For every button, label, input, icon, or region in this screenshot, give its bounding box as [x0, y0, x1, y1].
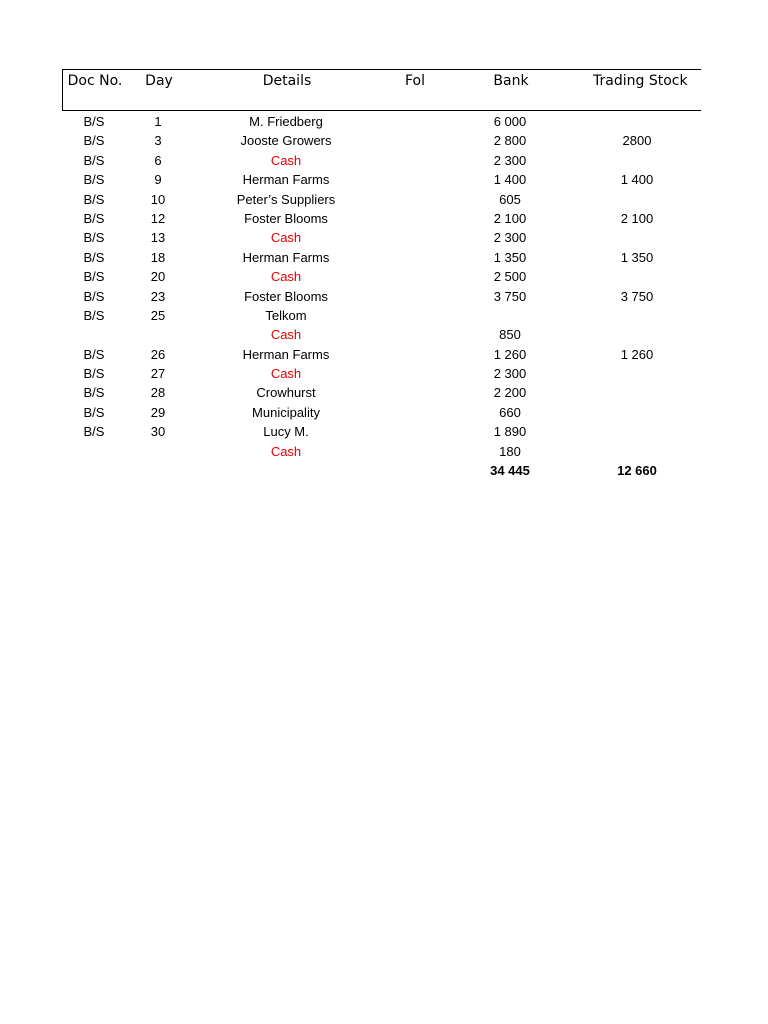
table-row	[62, 268, 701, 287]
bank-cell: 2 100	[493, 210, 527, 226]
bank-cell: 850	[499, 327, 521, 343]
bank-cell: 2 800	[493, 133, 527, 149]
bank-cell: 605	[499, 191, 521, 207]
doc-no-cell: B/S	[83, 385, 105, 401]
header-bank: Bank	[493, 73, 529, 89]
bank-cell: 6 000	[493, 114, 527, 129]
details-cell: Herman Farms	[242, 346, 330, 362]
bank-cell: 180	[499, 443, 521, 459]
day-cell: 26	[150, 346, 166, 362]
totals-row	[62, 462, 701, 481]
header-doc-no: Doc No.	[67, 73, 123, 89]
day-cell: 12	[150, 210, 166, 226]
table-row	[62, 132, 701, 151]
bank-cell: 2 200	[493, 385, 527, 401]
details-cell: Cash	[270, 327, 302, 343]
bank-cell: 3 750	[493, 288, 527, 304]
details-cell: Herman Farms	[242, 249, 330, 265]
day-cell: 23	[150, 288, 166, 304]
day-cell: 29	[150, 404, 166, 420]
doc-no-cell: B/S	[83, 288, 105, 304]
details-cell: Cash	[270, 269, 302, 285]
day-cell: 6	[154, 152, 162, 168]
details-cell: Herman Farms	[242, 172, 330, 188]
bank-cell: 660	[499, 404, 521, 420]
doc-no-cell: B/S	[83, 346, 105, 362]
day-cell: 30	[150, 424, 166, 440]
day-cell: 27	[150, 366, 166, 382]
table-row	[62, 171, 701, 190]
table-row	[62, 249, 701, 268]
doc-no-cell: B/S	[83, 249, 105, 265]
table-row	[62, 191, 701, 210]
details-cell: M. Friedberg	[249, 114, 323, 129]
table-row	[62, 288, 701, 307]
header-day: Day	[145, 73, 173, 89]
table-row	[62, 210, 701, 229]
table-row	[62, 113, 701, 132]
table-row	[62, 423, 701, 442]
day-cell: 20	[150, 269, 166, 285]
details-cell: Foster Blooms	[244, 210, 328, 226]
total-bank: 34 445	[490, 463, 530, 479]
doc-no-cell: B/S	[83, 404, 105, 420]
doc-no-cell: B/S	[83, 269, 105, 285]
header-details: Details	[262, 73, 312, 89]
trading-stock-cell: 1 260	[620, 346, 654, 362]
bank-cell: 1 350	[493, 249, 527, 265]
bank-cell: 2 300	[493, 152, 527, 168]
details-cell: Cash	[270, 230, 302, 246]
table-row	[62, 404, 701, 423]
journal-body	[62, 111, 701, 462]
details-cell: Lucy M.	[263, 424, 309, 440]
table-row	[62, 152, 701, 171]
doc-no-cell: B/S	[83, 424, 105, 440]
doc-no-cell: B/S	[83, 152, 105, 168]
details-cell: Crowhurst	[256, 385, 316, 401]
doc-no-cell: B/S	[83, 172, 105, 188]
bank-cell: 2 300	[493, 230, 527, 246]
total-trading-stock: 12 660	[617, 463, 657, 479]
details-cell: Peter’s Suppliers	[236, 191, 336, 207]
table-row	[62, 365, 701, 384]
cash-payments-journal	[62, 69, 701, 481]
header-trading-stock: Trading Stock	[593, 73, 688, 89]
day-cell: 10	[150, 191, 166, 207]
day-cell: 1	[154, 114, 162, 129]
bank-cell: 1 400	[493, 172, 527, 188]
doc-no-cell: B/S	[83, 307, 105, 323]
doc-no-cell: B/S	[83, 366, 105, 382]
day-cell: 25	[150, 307, 166, 323]
bank-cell: 2 300	[493, 366, 527, 382]
bank-cell: 2 500	[493, 269, 527, 285]
bank-cell: 1 890	[493, 424, 527, 440]
details-cell: Cash	[270, 366, 302, 382]
header-fol: Fol	[404, 73, 425, 89]
details-cell: Municipality	[252, 404, 320, 420]
header-row	[62, 69, 701, 111]
table-row	[62, 229, 701, 248]
details-cell: Cash	[270, 152, 302, 168]
details-cell: Jooste Growers	[240, 133, 332, 149]
doc-no-cell: B/S	[83, 230, 105, 246]
doc-no-cell: B/S	[83, 133, 105, 149]
table-row	[62, 443, 701, 462]
doc-no-cell: B/S	[83, 210, 105, 226]
trading-stock-cell: 2800	[622, 133, 652, 149]
details-cell: Cash	[270, 443, 302, 459]
day-cell: 3	[154, 133, 162, 149]
trading-stock-cell: 2 100	[620, 210, 654, 226]
table-row	[62, 384, 701, 403]
day-cell: 18	[150, 249, 166, 265]
day-cell: 13	[150, 230, 166, 246]
table-row	[62, 346, 701, 365]
table-row	[62, 326, 701, 345]
trading-stock-cell: 1 400	[620, 172, 654, 188]
doc-no-cell: B/S	[83, 114, 105, 129]
details-cell: Foster Blooms	[244, 288, 328, 304]
details-cell: Telkom	[265, 307, 307, 323]
trading-stock-cell: 1 350	[620, 249, 654, 265]
doc-no-cell: B/S	[83, 191, 105, 207]
bank-cell: 1 260	[493, 346, 527, 362]
table-row	[62, 307, 701, 326]
trading-stock-cell: 3 750	[620, 288, 654, 304]
day-cell: 28	[150, 385, 166, 401]
day-cell: 9	[154, 172, 162, 188]
